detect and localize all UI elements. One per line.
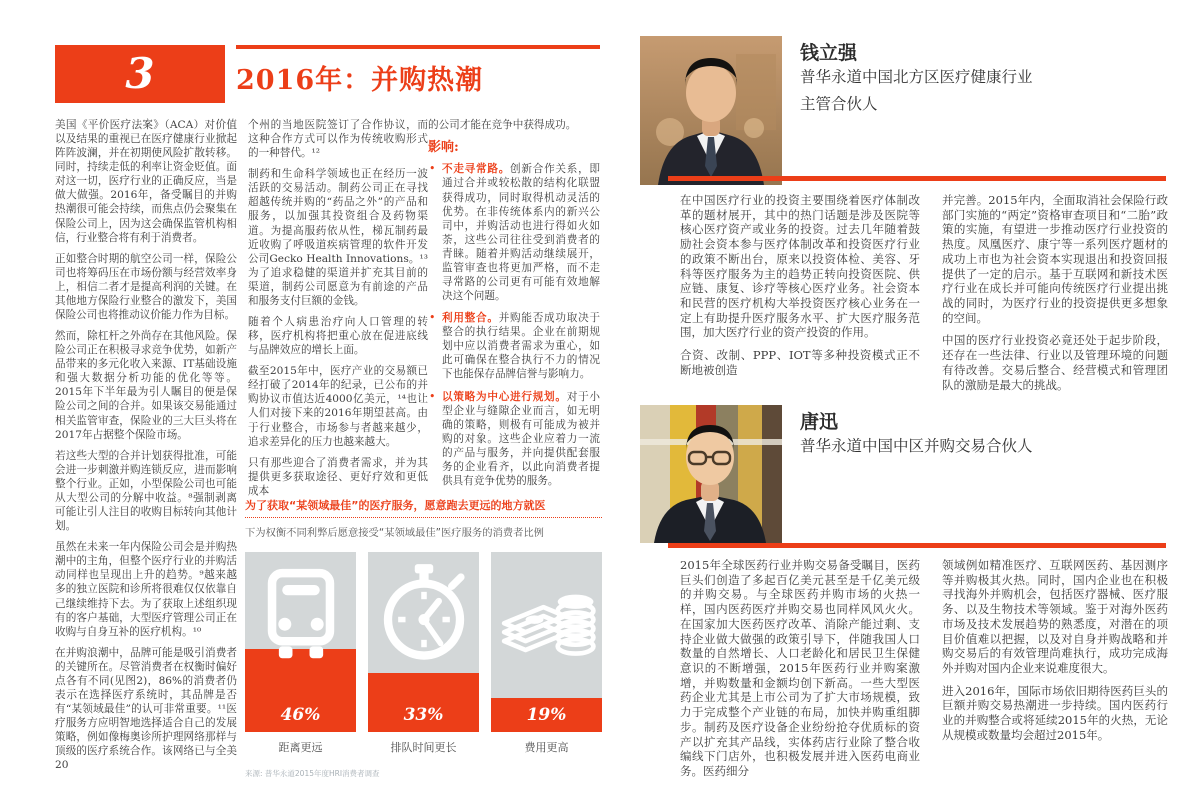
bar-distance <box>245 552 356 732</box>
figure-bars <box>245 552 602 732</box>
left-text-column-3 <box>428 118 600 496</box>
profile1-text-column-1 <box>680 193 920 386</box>
paragraph: 的公司才能在竞争中获得成功。 <box>428 119 577 131</box>
impact-bullet <box>428 162 600 303</box>
paragraph: 进入2016年，国际市场依旧期待医药巨头的巨额并购交易热潮进一步持续。国内医药行业的并购整合或将延续2015年的火热，无论从规模或数量均会超过2015年。 <box>942 683 1168 742</box>
paragraph: 并完善。2015年内，全面取消社会保险行政部门实施的“两定”资格审查项目和“二胎”政策的实施，有望进一步推动医疗行业投资的热度。凤凰医疗、康宁等一系列医疗题材的成功上市也为社会资本实现退出和投资回报提供了一定的启示。基于互联网和新技术医疗行业在成长并可能向传统医疗行业提出挑战的同时，为医疗行业的投资提供更多想象的空间。 <box>942 193 1168 325</box>
impact-bullet <box>428 390 600 489</box>
profile2-text-column-1 <box>680 558 920 787</box>
bar-label: 距离更远 <box>278 741 323 754</box>
bar-cost <box>491 552 602 732</box>
paragraph: 在中国医疗行业的投资主要围绕着医疗体制改革的题材展开，其中的热门话题是涉及医院等核心医疗资产或业务的投资。过去几年随着鼓励社会资本参与医疗体制改革和投资医疗行业的政策不断出台，原来以投资体检、美容、牙科等医疗服务为主的趋势正转向投资医院、供应链、康复、诊疗等核心医疗业务。社会资本和民营的医疗机构大举投资医疗核心业务在一定上有助提升医疗服务水平、扩大医疗服务范围，加大医疗行业的资产投资的作用。 <box>680 193 920 340</box>
bar-label: 费用更高 <box>524 741 569 754</box>
paragraph: 合资、改制、PPP、IOT等多种投资模式正不断地被创造 <box>680 348 920 377</box>
left-text-column-2 <box>248 118 428 505</box>
profile-title <box>800 433 1033 460</box>
tang-xun-photo <box>640 405 782 543</box>
profile1-text-column-2 <box>942 193 1168 400</box>
paragraph: 虽然在未来一年内保险公司会是并购热潮中的主角，但整个医疗行业的并购活动同样也呈现出上升的趋势。⁹越来越多的独立医院和诊所将很难仅仅依靠自己继续维持下去。为了获取上述组织现有的客户基础，大型医疗管理公司正在收购与自身互补的医疗机构。¹⁰ <box>55 541 237 638</box>
paragraph: 在并购浪潮中，品牌可能是吸引消费者的关键所在。尽管消费者在权衡时偏好点各有不同(见图2)，86%的消费者仍表示在选择医疗系统时，其品牌是否有“某领域最佳”的认可非常重要。¹¹医疗服务方应明智地选择适合自己的发展策略，例如像梅奥诊所护理网络那样与顶级的医疗系统合作。该网络已与全美20 <box>55 646 237 772</box>
paragraph: 然而，除杠杆之外尚存在其他风险。保险公司正在积极寻求竞争优势，如新产品带来的多元化收入来源、IT基础设施和强大数据分析功能的优化等等。2015年下半年最为引人瞩目的便是保险公司之间的合并。如果该交易能通过相关监管审查，保险业的三大巨头将在2017年占据整个保险市场。 <box>55 330 237 441</box>
chapter-title-block <box>236 45 600 97</box>
paragraph: 个州的当地医院签订了合作协议，而这种合作方式可以作为传统收购形式的一种替代。¹² <box>248 119 428 160</box>
bullet-text: 并购能否成功取决于整合的执行结果。企业在前期规划中应以消费者需求为重心，如此可确保在整合执行不力的情况下也能保存品牌信誉与影响力。 <box>442 312 601 381</box>
bar-value: 33% <box>403 705 444 725</box>
profile-name: 钱立强 <box>800 42 858 64</box>
figure-title: 为了获取“某领域最佳”的医疗服务，愿意跑去更远的地方就医 <box>245 497 602 518</box>
profile-name: 唐迅 <box>800 411 839 433</box>
paragraph: 若这些大型的合并计划获得批准，可能会进一步刺激并购连锁反应，进而影响整个行业。正如，小型保险公司也可能从大型公司的分解中收益。⁸强制剥离可能让引人注目的收购目标转向其他计划。 <box>55 449 237 533</box>
paragraph: 正如整合时期的航空公司一样，保险公司也将筹码压在市场份额与经营效率身上，相信二者才是提高利润的关键。在其他地方保险行业整合的激发下，美国保险公司也将推动议价能力作为目标。 <box>55 252 237 322</box>
paragraph: 领域例如精准医疗、互联网医药、基因测序等并购极其火热。同时，国内企业也在积极寻找海外并购机会，包括医疗器械、医疗服务、以及生物技术等领域。鉴于对海外医药市场及技术发展趋势的熟悉度，对潜在的项目价值难以把握，以及对自身并购战略和并购交易后的有效管理尚难执行，成功完成海外并购对国内企业来说难度很大。 <box>942 558 1168 676</box>
impact-bullet <box>428 311 600 381</box>
bullet-lead: 利用整合。 <box>442 312 499 325</box>
chapter-title: 2016年：并购热潮 <box>236 65 484 96</box>
stopwatch-icon <box>376 562 472 666</box>
profile-title-line: 普华永道中国北方区医疗健康行业 <box>800 68 1033 86</box>
bullet-text: 创新合作关系，即通过合并或较松散的结构化联盟获得成功，同时取得机动灵活的优势。在非传统体系内的新兴公司中，并购活动也进行得如火如荼，这些公司往往受到消费者的青睐。随着并购活动继续展开，监管审查也将更加严格，而不走寻常路的公司更有可能有效地解决这个问题。 <box>442 163 601 303</box>
profile-title <box>800 64 1033 118</box>
bullet-text: 对于小型企业与缝隙企业而言，如无明确的策略，则极有可能成为被并购的对象。这些企业应着力一流的产品与服务，并向提供配套服务的企业看齐，以此向消费者提供具有竞争优势的服务。 <box>442 390 601 487</box>
figure-source: 来源: 普华永道2015年度HRI消费者调查 <box>245 769 380 778</box>
money-icon <box>497 582 597 668</box>
paragraph: 随着个人病患治疗向人口管理的转移，医疗机构将把重心放在促进底线与品牌效应的增长上面。 <box>248 316 428 357</box>
figure-subtitle: 下为权衡不同利弊后愿意接受“某领域最佳”医疗服务的消费者比例 <box>245 527 544 539</box>
bus-icon <box>260 568 342 660</box>
paragraph: 美国《平价医疗法案》（ACA）对价值以及结果的重视已在医疗健康行业掀起阵阵波澜，并在初期使风险扩散转移。同时，持续走低的利率让资金贬值。面对这一切，医疗行业的正确反应，当是做大做强。2016年，备受瞩目的并购热潮很可能会持续，而焦点仍会聚集在保险公司上，因为这会确保监管机构相信，行业整合将有利于消费者。 <box>55 119 237 244</box>
paragraph: 截至2015年中，医疗产业的交易额已经打破了2014年的纪录，已公布的并购协议市值达近4000亿美元，¹⁴也让人们对接下来的2016年期望甚高。由于行业整合，市场参与者越来越少，追求差异化的压力也越来越大。 <box>248 365 428 448</box>
profile-title-line: 主管合伙人 <box>800 95 878 114</box>
paragraph: 只有那些迎合了消费者需求，并为其提供更多获取途径、更好疗效和更低成本 <box>248 456 428 497</box>
paragraph: 中国的医疗行业投资必竟还处于起步阶段，还存在一些法律、行业以及管理环境的问题有待改善。交易后整合、经营模式和管理团队的激励是最大的挑战。 <box>942 333 1168 392</box>
bar-value: 46% <box>280 705 321 725</box>
bar-wait-time <box>368 552 479 732</box>
bullet-lead: 以策略为中心进行规划。 <box>442 390 567 403</box>
impact-heading: 影响: <box>428 140 459 156</box>
bar-value: 19% <box>526 705 567 725</box>
profile2-text-column-2 <box>942 558 1168 751</box>
paragraph: 制药和生命科学领域也正在经历一波活跃的交易活动。制药公司正在寻找超越传统并购的“药品之外”的产品和服务，以加强其投资组合及药物渠道。为提高服药依从性，梯瓦制药最近收购了呼吸道疾病管理的软件开发公司Gecko Health Innovations。¹³为了追求稳健的渠道并扩充其目前的渠道，制药公司愿意为有前途的产品和服务支付巨额的金钱。 <box>248 168 428 307</box>
chapter-number: 3 <box>125 49 155 98</box>
chapter-number-box <box>55 45 225 103</box>
figure-consumer-tradeoffs <box>245 497 602 779</box>
left-text-column-1 <box>55 118 237 779</box>
section-divider-rule <box>668 543 1166 548</box>
qian-liqiang-photo <box>640 36 782 185</box>
figure-category-labels <box>245 739 602 755</box>
paragraph: 2015年全球医药行业并购交易备受瞩目，医药巨头们创造了多起百亿美元甚至是千亿美元级的并购交易。与全球医药并购市场的火热一样，国内医药医疗并购交易也同样风风火火。在国家加大医药医疗改革、消除产能过剩、支持企业做大做强的政策引导下，伴随我国人口数量的自然增长、人口老龄化和居民卫生保健意识的不断增强，2015年医药行业并购案激增，并购数量和金额均创下新高。一些大型医药企业尤其是上市公司为了扩大市场规模，致力于完成整个产业链的布局，加快并购重组脚步。制药及医疗设备企业纷纷抢夺优质标的资产以扩充其产品线，实体药店行业除了整合收编线下门店外，也积极发展并进入医药电商业务。医药细分 <box>680 558 920 779</box>
profile-title-line: 普华永道中国中区并购交易合伙人 <box>800 437 1033 455</box>
section-divider-rule <box>668 176 1166 181</box>
bullet-lead: 不走寻常路。 <box>442 163 511 176</box>
bar-label: 排队时间更长 <box>390 741 457 754</box>
